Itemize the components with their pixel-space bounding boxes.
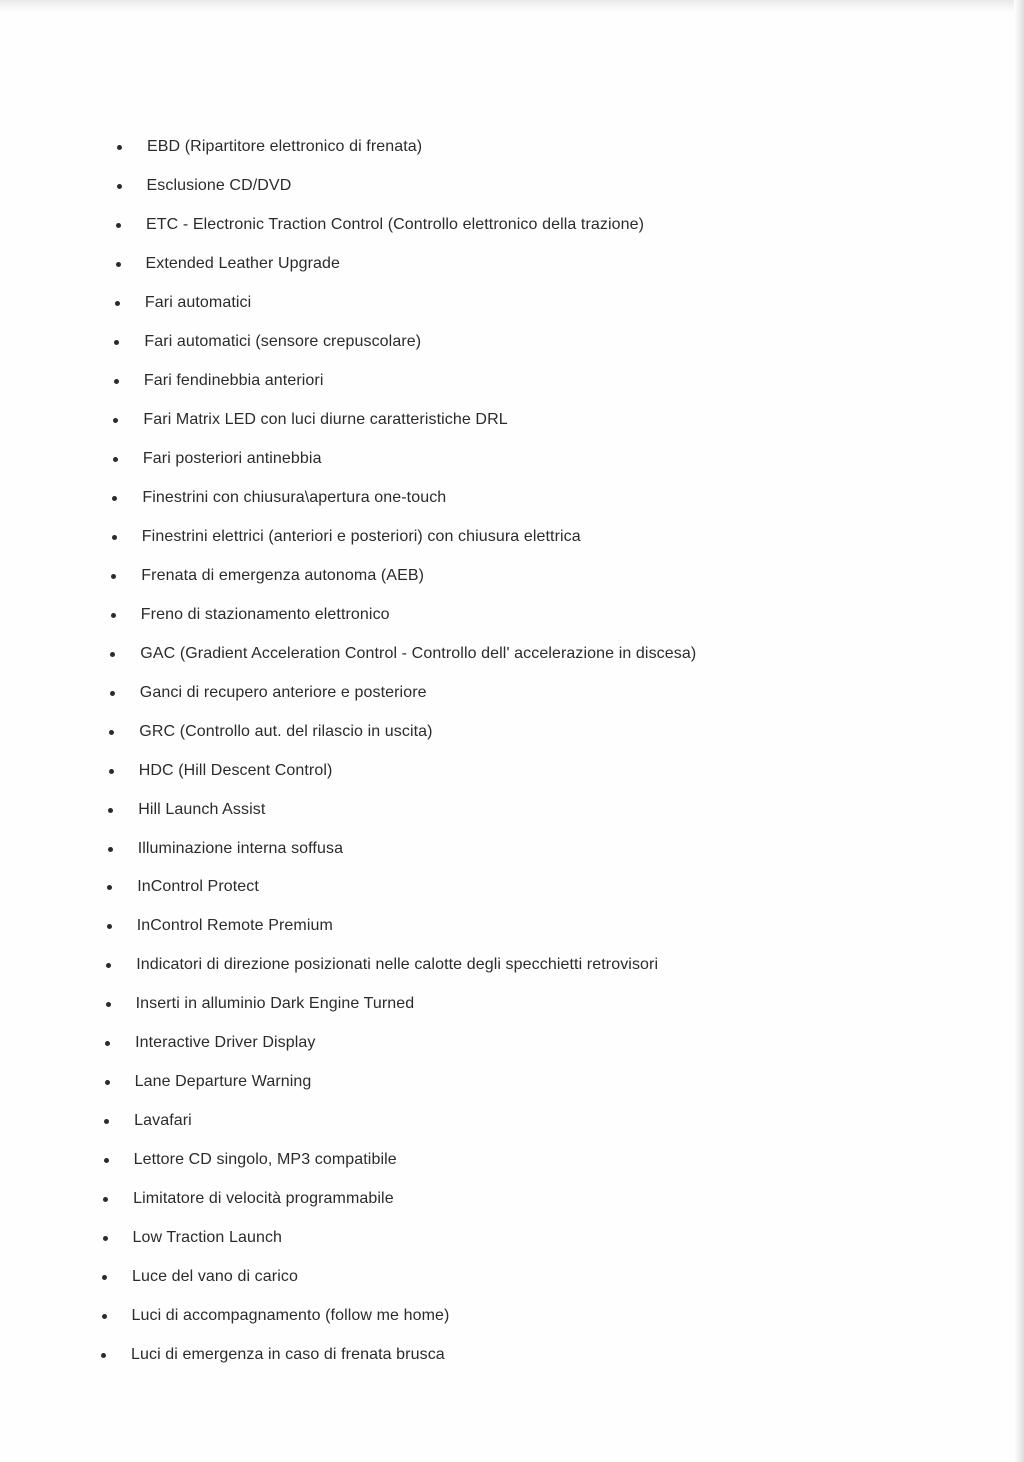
list-item-text: Hill Launch Assist <box>138 800 266 818</box>
list-item-text: Freno di stazionamento elettronico <box>140 605 390 623</box>
bullet-icon <box>111 613 116 618</box>
list-item-text: Fari fendinebbia anteriori <box>143 371 324 389</box>
list-item-text: Esclusione CD/DVD <box>146 177 292 194</box>
list-item-text: Luce del vano di carico <box>132 1268 298 1286</box>
bullet-icon <box>109 730 114 735</box>
bullet-icon <box>112 496 117 501</box>
list-item-text: Fari posteriori antinebbia <box>142 449 322 467</box>
list-item-text: Frenata di emergenza autonoma (AEB) <box>141 566 425 584</box>
bullet-icon <box>102 1275 107 1280</box>
scan-top-edge <box>0 0 1024 14</box>
bullet-icon <box>107 924 112 929</box>
list-item-text: Indicatori di direzione posizionati nelle calotte degli specchietti retrovisori <box>136 956 659 974</box>
list-item-text: Inserti in alluminio Dark Engine Turned <box>135 995 415 1013</box>
list-item-text: Lettore CD singolo, MP3 compatibile <box>133 1151 397 1169</box>
bullet-icon <box>117 145 122 150</box>
scan-right-edge <box>1014 0 1024 1462</box>
bullet-icon <box>106 963 111 968</box>
list-item-text: Interactive Driver Display <box>135 1034 316 1052</box>
bullet-icon <box>110 691 115 696</box>
list-item-text: Finestrini con chiusura\apertura one-touch <box>142 488 447 506</box>
list-item-text: InControl Remote Premium <box>136 917 333 935</box>
list-item-text: Fari automatici (sensore crepuscolare) <box>144 332 422 350</box>
bullet-icon <box>115 301 120 306</box>
bullet-icon <box>103 1236 108 1241</box>
list-item-text: Illuminazione interna soffusa <box>137 839 344 857</box>
list-item-text: Extended Leather Upgrade <box>145 254 341 272</box>
bullet-icon <box>108 808 113 813</box>
list-item-text: ETC - Electronic Traction Control (Controllo elettronico della trazione) <box>146 215 645 233</box>
bullet-icon <box>112 535 117 540</box>
bullet-icon <box>111 574 116 579</box>
bullet-icon <box>116 262 121 267</box>
list-item-text: Fari automatici <box>144 293 252 311</box>
bullet-icon <box>116 223 121 228</box>
bullet-icon <box>104 1119 109 1124</box>
list-item-text: Low Traction Launch <box>132 1229 283 1247</box>
list-item-text: GAC (Gradient Acceleration Control - Controllo dell' accelerazione in discesa) <box>140 644 697 662</box>
list-item-text: Luci di emergenza in caso di frenata brusca <box>131 1346 445 1364</box>
bullet-icon <box>105 1041 110 1046</box>
bullet-icon <box>117 184 122 189</box>
list-item-text: Ganci di recupero anteriore e posteriore <box>139 683 427 701</box>
list-item-text: InControl Protect <box>137 878 259 896</box>
list-item-text: HDC (Hill Descent Control) <box>138 761 333 779</box>
list-item-text: GRC (Controllo aut. del rilascio in uscita) <box>139 722 433 740</box>
bullet-icon <box>108 847 113 852</box>
list-item-text: Luci di accompagnamento (follow me home) <box>131 1307 450 1325</box>
bullet-icon <box>105 1080 110 1085</box>
bullet-icon <box>109 769 114 774</box>
list-item-text: Lavafari <box>134 1112 192 1130</box>
bullet-icon <box>113 457 118 462</box>
bullet-icon <box>102 1314 107 1319</box>
bullet-icon <box>107 885 112 890</box>
bullet-icon <box>110 652 115 657</box>
bullet-icon <box>101 1353 106 1358</box>
bullet-icon <box>114 340 119 345</box>
bullet-icon <box>114 379 119 384</box>
list-item-text: Finestrini elettrici (anteriori e posteriori) con chiusura elettrica <box>141 527 581 545</box>
list-item-text: Lane Departure Warning <box>134 1073 312 1091</box>
list-item-text: Limitatore di velocità programmabile <box>133 1190 394 1208</box>
bullet-icon <box>113 418 118 423</box>
bullet-icon <box>103 1197 108 1202</box>
bullet-icon <box>106 1002 111 1007</box>
list-item-text: Fari Matrix LED con luci diurne caratteristiche DRL <box>143 410 508 428</box>
bullet-icon <box>104 1158 109 1163</box>
list-item-text: EBD (Ripartitore elettronico di frenata) <box>147 138 423 155</box>
